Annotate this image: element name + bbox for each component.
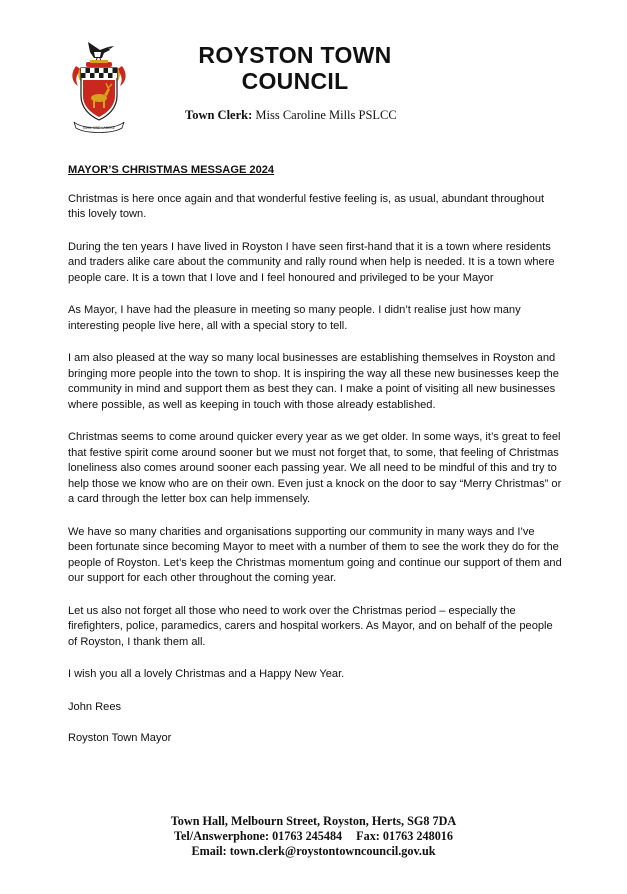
footer-fax: Fax: 01763 248016 <box>356 829 453 843</box>
paragraph: During the ten years I have lived in Royston I have seen first-hand that it is a town where residents and traders alike care about the community and rally round when help is needed. It is a town where people care. It is a town that I love and I feel honoured and privileged to be your Mayor <box>68 240 555 284</box>
letter-body <box>68 163 562 763</box>
council-title-line2: COUNCIL <box>241 68 349 94</box>
footer-email: Email: town.clerk@roystontowncouncil.gov.uk <box>191 844 436 858</box>
council-title-line1: ROYSTON TOWN <box>198 42 392 68</box>
footer-address: Town Hall, Melbourn Street, Royston, Herts, SG8 7DA <box>170 814 457 828</box>
paragraph: Christmas seems to come around quicker every year as we get older. In some ways, it’s great to feel that festive spirit come around sooner but we must not forget that, to some, that feeling of Christmas loneliness also comes around sooner each passing year. We all need to be mindful of this and try to help those we know who are on their own. Even just a knock on the door to say “Merry Christmas” or a card through the letter box can help immensely. <box>68 431 562 505</box>
council-crest-logo <box>68 38 130 134</box>
clerk-label: Town Clerk: <box>185 108 253 122</box>
letter-heading: MAYOR’S CHRISTMAS MESSAGE 2024 <box>68 164 275 176</box>
chequy-band-icon <box>81 68 117 78</box>
paragraph: Let us also not forget all those who need to work over the Christmas period – especially the firefighters, police, paramedics, carers and hospital workers. As Mayor, and on behalf of the people of Royston, I thank them all. <box>68 604 553 648</box>
letterhead-footer <box>0 814 627 859</box>
signature-title: Royston Town Mayor <box>68 732 172 744</box>
council-title <box>150 42 440 94</box>
town-clerk-line <box>185 108 397 123</box>
paragraph: We have so many charities and organisations supporting our community in many ways and I’ve been fortunate since becoming Mayor to meet with a number of them to see the work they do for the people of Royston. Let’s keep the Christmas momentum going and continue our support of them and our support for each other throughout the coming year. <box>68 525 562 584</box>
paragraph: Christmas is here once again and that wonderful festive feeling is, as usual, abundant throughout this lovely town. <box>68 192 545 220</box>
magpie-crest-icon <box>88 42 114 62</box>
paragraph: As Mayor, I have had the pleasure in meeting so many people. I didn’t realise just how many interesting people live here, all with a special story to tell. <box>68 304 521 332</box>
crest-motto: NIHIL SINE LABORE <box>83 126 115 130</box>
signature-name: John Rees <box>68 700 122 713</box>
clerk-name: Miss Caroline Mills PSLCC <box>255 108 397 122</box>
paragraph: I wish you all a lovely Christmas and a Happy New Year. <box>68 668 345 680</box>
paragraph: I am also pleased at the way so many local businesses are establishing themselves in Royston and bringing more people into the town to shop. It is inspiring the way all these new businesses keep the community in mind and support them as best they can. I make a point of visiting all new businesses where possible, as well as keeping in touch with those already established. <box>68 352 559 411</box>
footer-contact-line <box>0 829 627 844</box>
footer-phone: Tel/Answerphone: 01763 245484 <box>174 829 343 843</box>
